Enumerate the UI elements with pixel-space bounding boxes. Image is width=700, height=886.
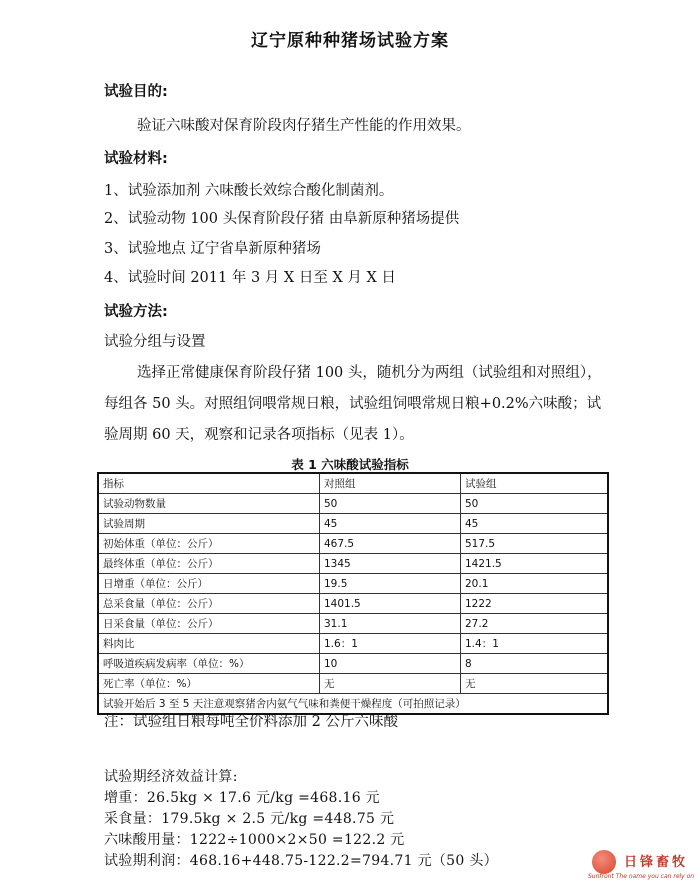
table-cell: 50 bbox=[320, 494, 461, 514]
economics-line: 试验期利润：468.16+448.75-122.2=794.71 元（50 头） bbox=[104, 853, 498, 869]
table-cell: 50 bbox=[461, 494, 609, 514]
table-cell: 8 bbox=[461, 654, 609, 674]
table-header-cell: 对照组 bbox=[320, 473, 461, 494]
table-row bbox=[98, 574, 608, 594]
table-note: 注：试验组日粮每吨全价料添加 2 公斤六味酸 bbox=[104, 714, 398, 730]
logo-name: 日锋畜牧 bbox=[624, 855, 689, 870]
materials-heading: 试验材料: bbox=[104, 151, 168, 167]
table-cell: 1222 bbox=[461, 594, 609, 614]
table-cell: 45 bbox=[320, 514, 461, 534]
table-cell: 初始体重（单位：公斤） bbox=[98, 534, 320, 554]
table-row bbox=[98, 674, 608, 694]
table-cell: 1.6：1 bbox=[320, 634, 461, 654]
table-cell: 料肉比 bbox=[98, 634, 320, 654]
table-title: 表 1 六味酸试验指标 bbox=[291, 457, 409, 472]
table-cell: 517.5 bbox=[461, 534, 609, 554]
table-row bbox=[98, 594, 608, 614]
table-cell: 1401.5 bbox=[320, 594, 461, 614]
table-row bbox=[98, 514, 608, 534]
table-cell: 总采食量（单位：公斤） bbox=[98, 594, 320, 614]
document-title: 辽宁原种种猪场试验方案 bbox=[251, 31, 449, 51]
indicator-table bbox=[97, 472, 609, 715]
table-cell: 日增重（单位：公斤） bbox=[98, 574, 320, 594]
material-item: 2、试验动物 100 头保育阶段仔猪 由阜新原种猪场提供 bbox=[104, 211, 460, 227]
table-header-cell: 指标 bbox=[98, 473, 320, 494]
material-item: 1、试验添加剂 六味酸长效综合酸化制菌剂。 bbox=[104, 183, 394, 199]
table-cell: 20.1 bbox=[461, 574, 609, 594]
method-heading: 试验方法: bbox=[104, 304, 168, 320]
table-row bbox=[98, 634, 608, 654]
material-item: 3、试验地点 辽宁省阜新原种猪场 bbox=[104, 241, 321, 257]
table-cell: 10 bbox=[320, 654, 461, 674]
table-row bbox=[98, 614, 608, 634]
economics-heading: 试验期经济效益计算: bbox=[104, 769, 238, 785]
table-cell: 无 bbox=[320, 674, 461, 694]
sun-icon bbox=[592, 850, 616, 874]
table-row bbox=[98, 494, 608, 514]
table-cell: 试验动物数量 bbox=[98, 494, 320, 514]
table-cell: 试验周期 bbox=[98, 514, 320, 534]
economics-line: 增重：26.5kg × 17.6 元/kg =468.16 元 bbox=[104, 790, 380, 806]
table-footnote: 试验开始后 3 至 5 天注意观察猪舍内氨气气味和粪便干燥程度（可拍照记录） bbox=[98, 694, 608, 715]
table-cell: 45 bbox=[461, 514, 609, 534]
table-cell: 无 bbox=[461, 674, 609, 694]
table-row bbox=[98, 554, 608, 574]
table-cell: 467.5 bbox=[320, 534, 461, 554]
table-cell: 1.4：1 bbox=[461, 634, 609, 654]
table-cell: 27.2 bbox=[461, 614, 609, 634]
table-row bbox=[98, 654, 608, 674]
table-cell: 呼吸道疾病发病率（单位：%） bbox=[98, 654, 320, 674]
table-cell: 1345 bbox=[320, 554, 461, 574]
logo-slogan: Sunfront The name you can rely on bbox=[588, 873, 695, 880]
material-item: 4、试验时间 2011 年 3 月 X 日至 X 月 X 日 bbox=[104, 270, 396, 286]
table-header-row bbox=[98, 473, 608, 494]
table-cell: 最终体重（单位：公斤） bbox=[98, 554, 320, 574]
table-cell: 31.1 bbox=[320, 614, 461, 634]
table-header-cell: 试验组 bbox=[461, 473, 609, 494]
economics-line: 六味酸用量：1222÷1000×2×50 =122.2 元 bbox=[104, 832, 405, 848]
purpose-heading: 试验目的: bbox=[104, 84, 168, 100]
method-subheading: 试验分组与设置 bbox=[104, 334, 206, 350]
purpose-text: 验证六味酸对保育阶段肉仔猪生产性能的作用效果。 bbox=[137, 118, 471, 134]
company-logo bbox=[586, 846, 698, 884]
method-paragraph: 选择正常健康保育阶段仔猪 100 头，随机分为两组（试验组和对照组），每组各 50 头。对照组饲喂常规日粮，试验组饲喂常规日粮+0.2%六味酸；试验周期 60 天，观察和记录各项指标（见表 1）。 bbox=[104, 365, 602, 443]
economics-line: 采食量：179.5kg × 2.5 元/kg =448.75 元 bbox=[104, 811, 395, 827]
table-row bbox=[98, 534, 608, 554]
table-cell: 1421.5 bbox=[461, 554, 609, 574]
table-cell: 19.5 bbox=[320, 574, 461, 594]
table-cell: 日采食量（单位：公斤） bbox=[98, 614, 320, 634]
table-cell: 死亡率（单位：%） bbox=[98, 674, 320, 694]
